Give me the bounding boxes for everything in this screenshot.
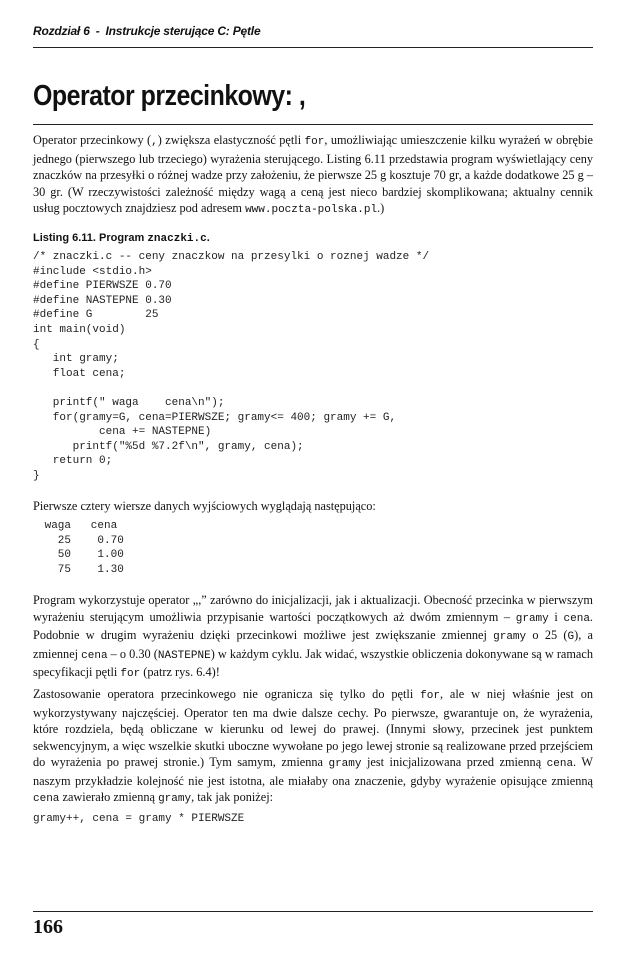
explanation-paragraph: Program wykorzystuje operator „,” zarówno do inicjalizacji, jak i aktualizacji. Obecność przecinka w pierwszym wyrażeniu sterującym umożliwia przypisanie wartości początkowych aż dwóm zmiennym – gramy i cena. Podobnie w drugim wyrażeniu dzięki przecinkowi możliwe jest zwiększanie zmiennej gramy o 25 (G), a zmiennej cena – o 0.30 (NASTEPNE) w każdym cyklu. Jak widać, wszystkie obliczenia dokonywane są w ramach specyfikacji pętli for (patrz rys. 6.4)! <box>33 593 593 680</box>
footer-rule <box>33 911 593 912</box>
section-label: Instrukcje sterujące C: Pętle <box>105 24 261 38</box>
program-output: waga cena 25 0.70 50 1.00 75 1.30 <box>44 520 124 576</box>
listing-caption: Listing 6.11. Program znaczki.c. <box>33 232 210 245</box>
header-separator: - <box>95 24 100 38</box>
chapter-label: Rozdział 6 <box>33 24 90 38</box>
intro-paragraph: Operator przecinkowy (,) zwiększa elastyczność pętli for, umożliwiając umieszczenie kilku wyrażeń w obrębie jednego (pierwszego lub trzeciego) wyrażenia sterującego. Listing 6.11 przedstawia program wyświetlający ceny znaczków na przesyłki o różnej wadze przy założeniu, że pierwsze 25 g kosztuje 70 gr, a każde dodatkowe 25 g – 30 gr. (W rzeczywistości zależność między wagą a ceną jest nieco bardziej skomplikowana; aktualny cennik usług pocztowych znajdziesz pod adresem www.poczta-polska.pl.) <box>33 133 594 216</box>
section-title: Operator przecinkowy: , <box>33 80 306 112</box>
running-header <box>33 24 260 38</box>
code-example-line: gramy++, cena = gramy * PIERWSZE <box>33 813 245 825</box>
title-rule <box>33 124 593 125</box>
header-rule <box>33 47 593 48</box>
page-number: 166 <box>33 916 63 938</box>
code-listing: /* znaczki.c -- ceny znaczkow na przesylki o roznej wadze */ #include <stdio.h> #define PIERWSZE 0.70 #define NASTEPNE 0.30 #define G 25 int main(void) { int gramy; float cena; printf(" waga cena\n"); for(gramy=G, cena=PIERWSZE; gramy<= 400; gramy += G, cena += NASTEPNE) printf("%5d %7.2f\n", gramy, cena); return 0; } <box>33 251 430 482</box>
sequence-point-paragraph: Zastosowanie operatora przecinkowego nie ogranicza się tylko do pętli for, ale w niej właśnie jest on wykorzystywany najczęściej. Operator ten ma dwie dalsze cechy. Po pierwsze, gwarantuje on, że wyrażenia, które rozdziela, będą obliczane w kierunku od lewej do prawej. (Innymi słowy, przecinek jest punktem sekwencyjnym, a więc wszelkie skutki uboczne wywołane po jego lewej stronie są realizowane przed przejściem do wyrażenia po prawej stronie.) Tym samym, zmienna gramy jest inicjalizowana przed zmienną cena. W naszym przykładzie kolejność nie jest istotna, ale miałaby ona znaczenie, gdyby wyrażenie opisujące zmienną cena zawierało zmienną gramy, tak jak poniżej: <box>33 687 593 805</box>
output-intro-paragraph: Pierwsze cztery wiersze danych wyjściowych wyglądają następująco: <box>33 499 376 513</box>
